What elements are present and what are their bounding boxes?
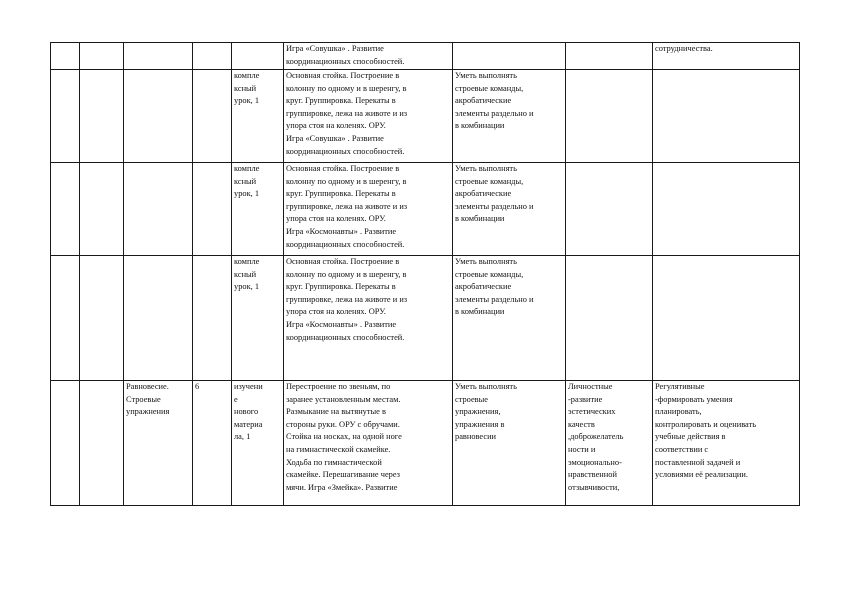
- cell-topic: [124, 43, 193, 70]
- cell-hours: [193, 43, 232, 70]
- cell-outcomes: Уметь выполнять строевые упражнения, упражнения в равновесии: [453, 381, 566, 506]
- cell-content: Перестроение по звеньям, по заранее установленным местам. Размыкание на вытянутые в стороны руки. ОРУ с обручами. Стойка на носках, на одной ноге на гимнастической скамейке. Ходьба по гимнастической скамейке. Перешагивание через мячи. Игра «Змейка». Развитие: [284, 381, 453, 506]
- table-row: [51, 381, 800, 506]
- cell-date: [80, 70, 124, 163]
- table-row: [51, 43, 800, 70]
- cell-personal: [566, 70, 653, 163]
- cell-lesson-type: комплe ксный урок, 1: [232, 163, 284, 256]
- cell-number: [51, 70, 80, 163]
- cell-outcomes: [453, 43, 566, 70]
- cell-topic: Равновесие. Строевые упражнения: [124, 381, 193, 506]
- cell-date: [80, 43, 124, 70]
- cell-date: [80, 163, 124, 256]
- lesson-plan-table: [50, 42, 800, 506]
- cell-meta: [653, 70, 800, 163]
- cell-meta: [653, 256, 800, 381]
- cell-outcomes: Уметь выполнять строевые команды, акробатические элементы раздельно и в комбинации: [453, 163, 566, 256]
- table-row: [51, 163, 800, 256]
- cell-hours: [193, 256, 232, 381]
- cell-content: Основная стойка. Построение в колонну по одному и в шеренгу, в круг. Группировка. Перекаты в группировке, лежа на животе и из упора стоя на коленях. ОРУ. Игра «Совушка» . Развитие координационных способностей.: [284, 70, 453, 163]
- cell-topic: [124, 256, 193, 381]
- cell-number: [51, 43, 80, 70]
- cell-hours: [193, 163, 232, 256]
- cell-date: [80, 256, 124, 381]
- cell-number: [51, 256, 80, 381]
- cell-personal: [566, 43, 653, 70]
- cell-outcomes: Уметь выполнять строевые команды, акробатические элементы раздельно и в комбинации: [453, 256, 566, 381]
- cell-content: Основная стойка. Построение в колонну по одному и в шеренгу, в круг. Группировка. Перекаты в группировке, лежа на животе и из упора стоя на коленях. ОРУ. Игра «Космонавты» . Развитие координационных способностей.: [284, 256, 453, 381]
- cell-meta: сотрудничества.: [653, 43, 800, 70]
- table-row: [51, 256, 800, 381]
- cell-hours: 6: [193, 381, 232, 506]
- cell-personal: Личностные -развитие эстетических качеств ,доброжелатель ности и эмоционально- нравственной отзывчивости,: [566, 381, 653, 506]
- cell-lesson-type: комплe ксный урок, 1: [232, 70, 284, 163]
- cell-meta: Регулятивные -формировать умения планировать, контролировать и оценивать учебные действия в соответствии с поставленной задачей и условиями её реализации.: [653, 381, 800, 506]
- cell-personal: [566, 256, 653, 381]
- cell-topic: [124, 70, 193, 163]
- table-row: [51, 70, 800, 163]
- cell-lesson-type: изучени е нового материа ла, 1: [232, 381, 284, 506]
- cell-content: Игра «Совушка» . Развитие координационных способностей.: [284, 43, 453, 70]
- cell-number: [51, 163, 80, 256]
- cell-hours: [193, 70, 232, 163]
- cell-date: [80, 381, 124, 506]
- cell-meta: [653, 163, 800, 256]
- cell-topic: [124, 163, 193, 256]
- cell-content: Основная стойка. Построение в колонну по одному и в шеренгу, в круг. Группировка. Перекаты в группировке, лежа на животе и из упора стоя на коленях. ОРУ. Игра «Космонавты» . Развитие координационных способностей.: [284, 163, 453, 256]
- cell-personal: [566, 163, 653, 256]
- cell-lesson-type: [232, 43, 284, 70]
- cell-outcomes: Уметь выполнять строевые команды, акробатические элементы раздельно и в комбинации: [453, 70, 566, 163]
- cell-number: [51, 381, 80, 506]
- cell-lesson-type: комплe ксный урок, 1: [232, 256, 284, 381]
